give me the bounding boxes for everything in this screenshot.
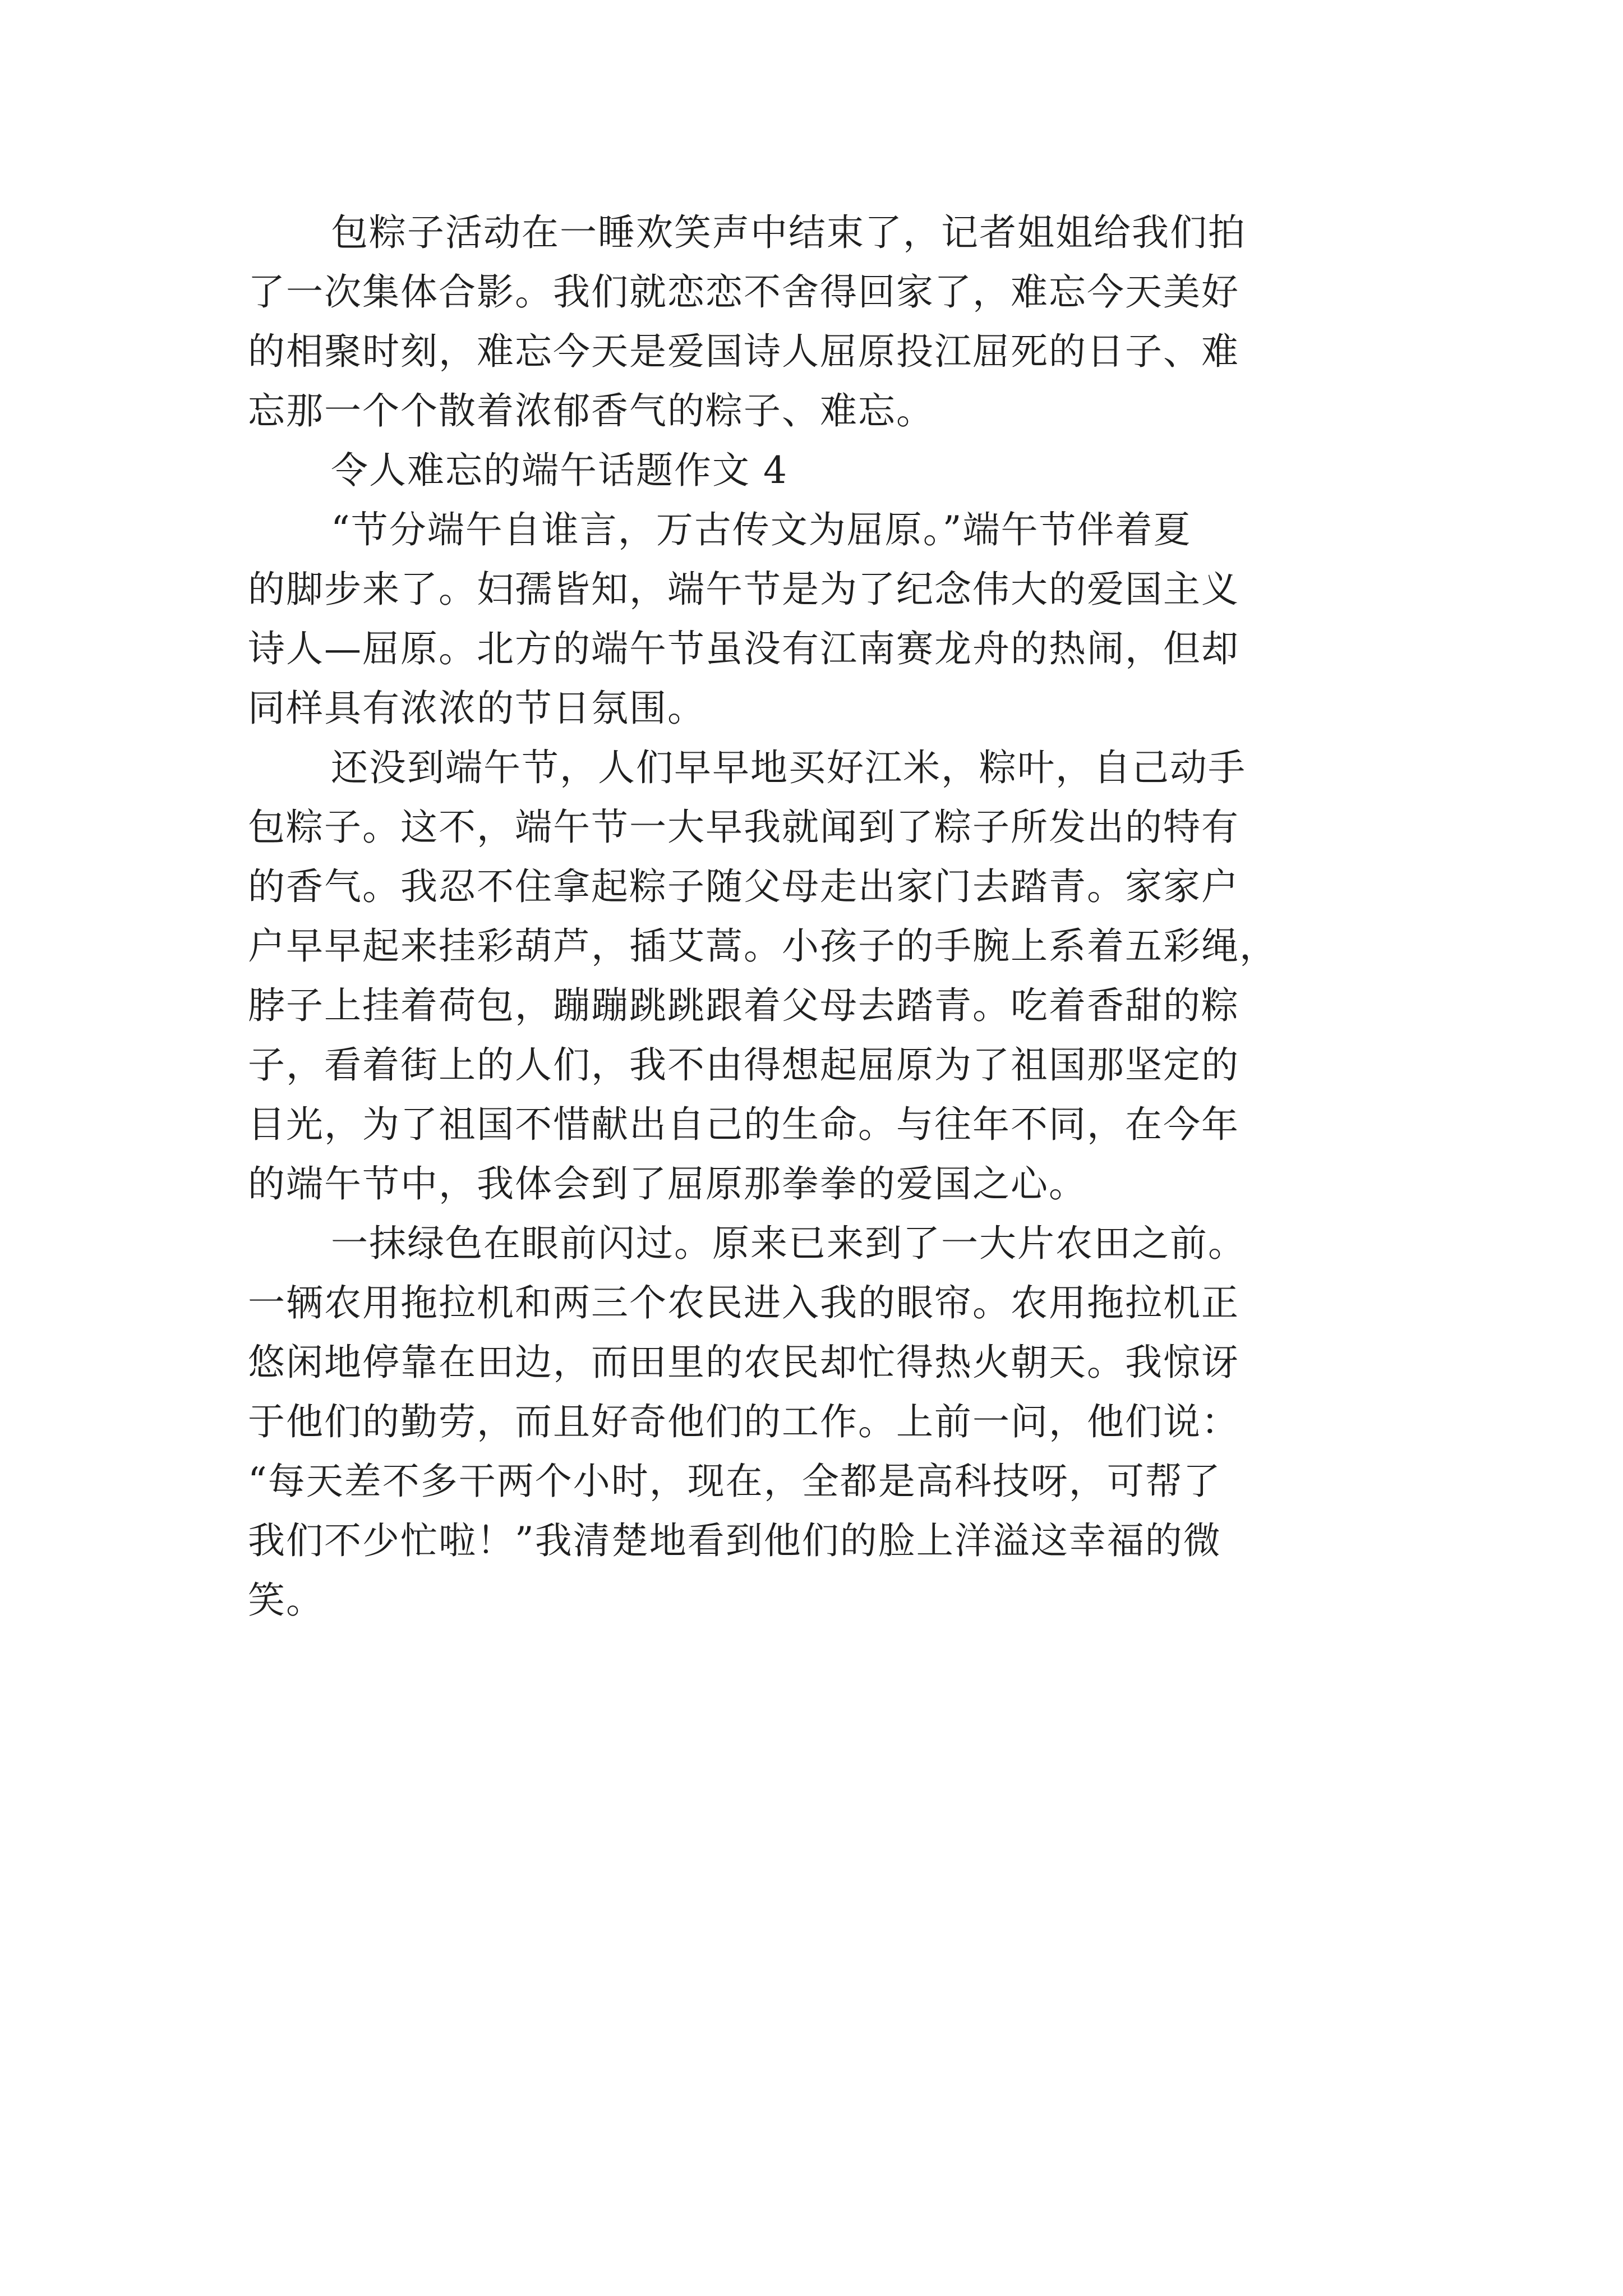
text-line: 脖子上挂着荷包，蹦蹦跳跳跟着父母去踏青。吃着香甜的粽 bbox=[248, 984, 1239, 1027]
text-line: 于他们的勤劳，而且好奇他们的工作。上前一问，他们说： bbox=[248, 1400, 1239, 1443]
text-line: 的脚步来了。妇孺皆知，端午节是为了纪念伟大的爱国主义 bbox=[248, 568, 1239, 611]
text-line: 的相聚时刻，难忘今天是爱国诗人屈原投江屈死的日子、难 bbox=[248, 330, 1239, 373]
text-line: 一抹绿色在眼前闪过。原来已来到了一大片农田之前。 bbox=[331, 1222, 1246, 1265]
text-line: 包粽子活动在一睡欢笑声中结束了，记者姐姐给我们拍 bbox=[331, 211, 1246, 254]
text-line: 了一次集体合影。我们就恋恋不舍得回家了，难忘今天美好 bbox=[248, 270, 1239, 314]
text-line: 还没到端午节，人们早早地买好江米，粽叶，自己动手 bbox=[331, 746, 1246, 789]
text-line: 笑。 bbox=[248, 1579, 324, 1622]
text-line: 的端午节中，我体会到了屈原那拳拳的爱国之心。 bbox=[248, 1162, 1087, 1205]
text-line: 子，看着街上的人们，我不由得想起屈原为了祖国那坚定的 bbox=[248, 1043, 1239, 1087]
text-line: 诗人—屈原。北方的端午节虽没有江南赛龙舟的热闹，但却 bbox=[248, 627, 1239, 670]
text-line: “节分端午自谁言，万古传文为屈原。”端午节伴着夏 bbox=[331, 508, 1192, 551]
text-line: “每天差不多干两个小时，现在，全都是高科技呀，可帮了 bbox=[248, 1460, 1221, 1503]
text-line: 悠闲地停靠在田边，而田里的农民却忙得热火朝天。我惊讶 bbox=[248, 1341, 1239, 1384]
text-line: 忘那一个个散着浓郁香气的粽子、难忘。 bbox=[248, 389, 934, 432]
text-line: 目光，为了祖国不惜献出自己的生命。与往年不同，在今年 bbox=[248, 1103, 1239, 1146]
text-line: 一辆农用拖拉机和两三个农民进入我的眼帘。农用拖拉机正 bbox=[248, 1281, 1239, 1324]
text-line: 我们不少忙啦！”我清楚地看到他们的脸上洋溢这幸福的微 bbox=[248, 1519, 1221, 1562]
text-line: 同样具有浓浓的节日氛围。 bbox=[248, 687, 706, 730]
section-heading: 令人难忘的端午话题作文 4 bbox=[331, 449, 788, 492]
text-line: 包粽子。这不，端午节一大早我就闻到了粽子所发出的特有 bbox=[248, 806, 1239, 849]
text-line: 户早早起来挂彩葫芦，插艾蒿。小孩子的手腕上系着五彩绳， bbox=[248, 924, 1278, 968]
text-line: 的香气。我忍不住拿起粽子随父母走出家门去踏青。家家户 bbox=[248, 865, 1239, 908]
document-body bbox=[248, 203, 1381, 1630]
